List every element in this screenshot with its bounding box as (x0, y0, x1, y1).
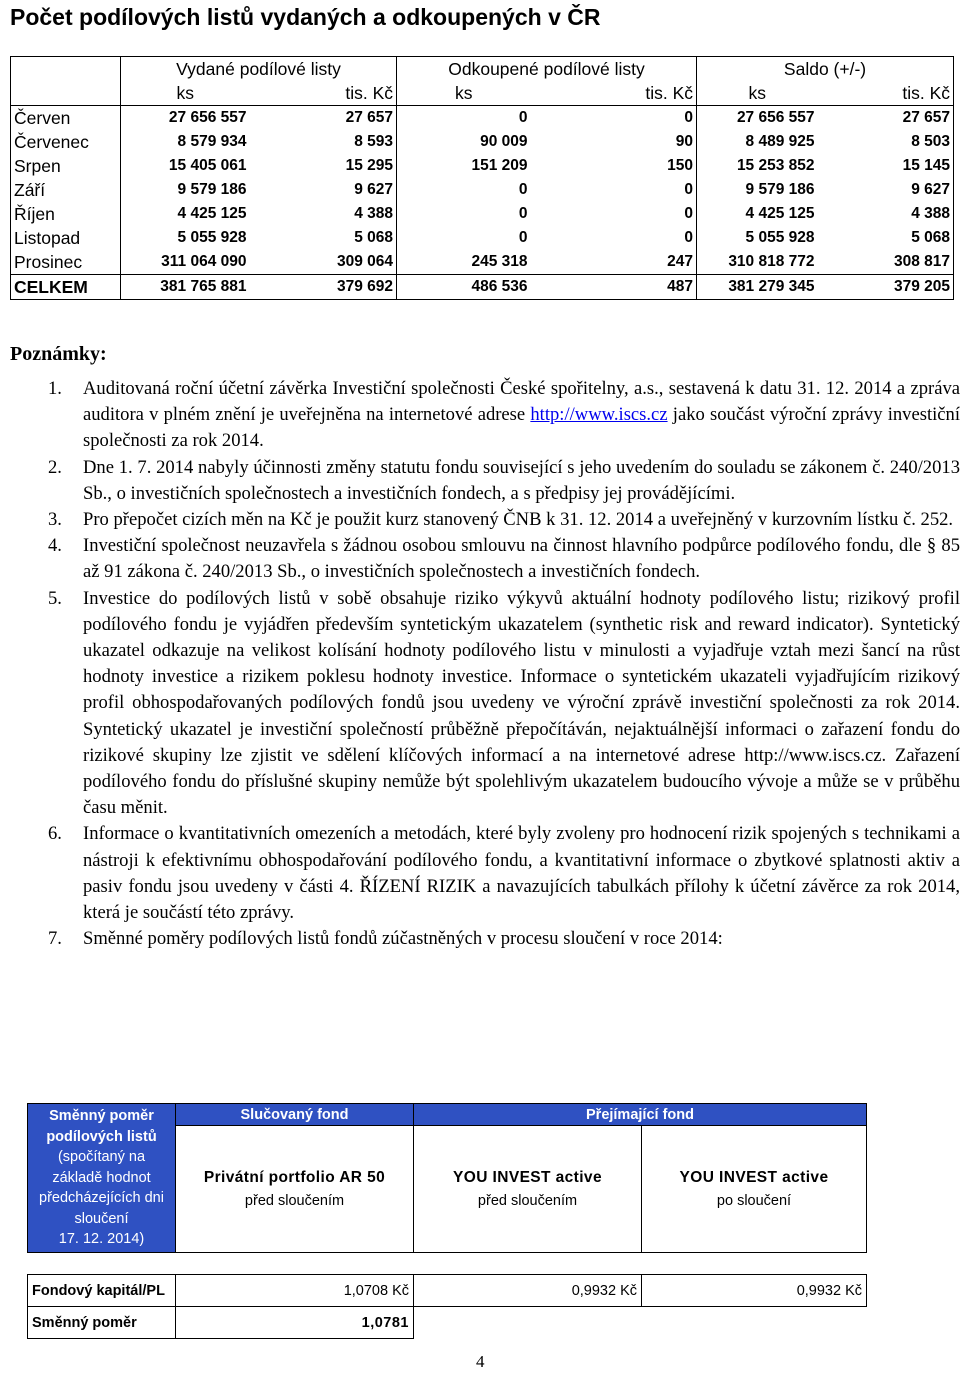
capital-value: 0,9932 Kč (642, 1275, 867, 1307)
fund-cell (642, 1126, 867, 1253)
note-text: Investice do podílových listů v sobě obsahuje riziko výkyvů aktuální hodnoty podílového listu; rizikový profil podílového fondu je vyjádřen především syntetickým ukazatelem (synthetic risk and reward indicator). Syntetický ukazatel odkazuje na velikost kolísání hodnoty podílového listu v minulosti a vyjadřuje vztah mezi šancí na růst hodnoty investice a rizikem poklesu hodnoty investice. Informace o syntetickém ukazateli vyjadřujícím rizikový profil obhospodařovaných podílových fondů jsou uvedeny ve výroční zprávě investiční společnosti za rok 2014. Syntetický ukazatel je investiční společností průběžně přepočítáván, nejaktuálnější informaci o zařazení fondu do rizikové skupiny lze zjistit ve sdělení klíčových informací a na internetové adrese http://www.iscs.cz. Zařazení podílového fondu do příslušné skupiny nemůže být spolehlivým ukazatelem budoucího vývoje a může se v průběhu času měnit. (83, 587, 960, 819)
note-text: jako součást výroční zprávy investiční společnosti za rok 2014. (83, 404, 960, 452)
table-cell: 90 009 (480, 133, 528, 150)
exchange-ratio-corner (28, 1104, 176, 1253)
table-cell: 151 209 (471, 157, 528, 174)
month-label: Prosinec (11, 250, 121, 275)
month-label: Srpen (11, 154, 121, 178)
table-cell: 8 489 925 (745, 133, 815, 150)
table-cell: 381 765 881 (121, 275, 250, 300)
fund-name: Privátní portfolio AR 50 (203, 1168, 386, 1186)
table-cell: 487 (531, 275, 697, 300)
note-item (48, 926, 960, 952)
sub-header-row (11, 81, 954, 106)
merger-ratio-table (27, 1103, 867, 1339)
table-cell: 150 (531, 154, 697, 178)
table-cell: 8 579 934 (121, 130, 250, 154)
note-number: 6. (48, 823, 62, 845)
table-cell: 27 656 557 (736, 109, 815, 126)
table-cell: 0 (518, 205, 528, 222)
table-cell: 9 579 186 (745, 181, 815, 198)
table-cell: 4 425 125 (121, 202, 250, 226)
table-cell: 90 (531, 130, 697, 154)
table-cell: 15 405 061 (121, 154, 250, 178)
table-cell: 379 692 (250, 275, 397, 300)
sub-header-ks: ks (121, 81, 250, 106)
table-cell: 309 064 (250, 250, 397, 275)
note-text: Pro přepočet cizích měn na Kč je použit kurz stanovený ČNB k 31. 12. 2014 a uveřejněný v kurzovním lístku č. 252. (83, 509, 954, 531)
spacer-row (28, 1253, 867, 1275)
share-units-table (10, 56, 954, 300)
table-row (11, 154, 954, 178)
redeemed-units-header: Odkoupené podílové listy (397, 57, 697, 82)
sub-header-ks: ks (397, 81, 531, 106)
note-number: 5. (48, 587, 62, 609)
table-cell: 27 657 (818, 106, 954, 131)
ratio-label: Směnný poměr (28, 1307, 176, 1339)
fund-name: YOU INVEST active (453, 1168, 602, 1186)
table-cell: 27 656 557 (121, 106, 250, 131)
table-cell: 0 (531, 106, 697, 131)
table-cell: 0 (518, 181, 528, 198)
note-text: Auditovaná roční účetní závěrka Investiční společnosti České spořitelny, a.s., sestavená k datu 31. 12. 2014 a zpráva auditora v plném znění je uveřejněna na internetové adrese (83, 378, 960, 426)
note-item (48, 455, 960, 507)
table-cell: 0 (531, 226, 697, 250)
total-label: CELKEM (11, 275, 121, 300)
table-cell: 0 (531, 178, 697, 202)
capital-value: 1,0708 Kč (176, 1275, 414, 1307)
corner-line: 17. 12. 2014) (58, 1231, 145, 1248)
table-cell: 9 627 (250, 178, 397, 202)
note-number: 3. (48, 509, 62, 531)
sub-header-tis-kc: tis. Kč (818, 81, 954, 106)
corner-line: Směnný poměr (49, 1108, 154, 1125)
note-text: Investiční společnost neuzavřela s žádnou osobou smlouvu na činnost hlavního podpůrce podílového fondu, dle § 85 až 91 zákona č. 240/2013 Sb., o investičních společnostech a investičních fondech. (83, 535, 960, 583)
table-cell: 5 068 (818, 226, 954, 250)
notes-list (48, 376, 960, 952)
page-number: 4 (476, 1352, 485, 1371)
balance-header: Saldo (+/-) (697, 57, 954, 82)
note-number: 4. (48, 535, 62, 557)
merger-header-row (28, 1104, 867, 1126)
month-label: Červenec (11, 130, 121, 154)
notes-heading: Poznámky: (10, 343, 107, 365)
note-item (48, 821, 960, 926)
table-cell: 15 295 (250, 154, 397, 178)
fund-note: před sloučením (244, 1192, 345, 1209)
table-row (11, 226, 954, 250)
page-title: Počet podílových listů vydaných a odkoupených v ČR (10, 4, 601, 30)
ratio-value: 1,0781 (176, 1307, 414, 1339)
corner-line: předcházejících dni (39, 1190, 164, 1207)
table-cell: 4 425 125 (745, 205, 815, 222)
table-cell: 4 388 (250, 202, 397, 226)
table-cell: 27 657 (250, 106, 397, 131)
table-row (11, 250, 954, 275)
capital-label: Fondový kapitál/PL (28, 1275, 176, 1307)
fund-cell (176, 1126, 414, 1253)
table-cell: 5 055 928 (745, 229, 815, 246)
corner-line: podílových listů (46, 1128, 157, 1145)
table-row (11, 202, 954, 226)
corner-line: základě hodnot (52, 1169, 151, 1186)
table-cell: 0 (518, 109, 528, 126)
month-label: Říjen (11, 202, 121, 226)
note-item (48, 586, 960, 822)
corner-line: sloučení (74, 1210, 129, 1227)
table-cell: 310 818 772 (728, 253, 815, 270)
issued-units-header: Vydané podílové listy (121, 57, 397, 82)
note-text: Informace o kvantitativních omezeních a metodách, které byly zvoleny pro hodnocení rizik spojených s technikami a nástroji k efektivnímu obhospodařování podílového fondu, a kvantitativní informace o zbytkové splatnosti aktiv a pasiv fondu jsou uvedeny v části 4. ŘÍZENÍ RIZIK a navazujících tabulkách přílohy k účetní závěrce za rok 2014, která je součástí této zprávy. (83, 823, 960, 924)
table-row (11, 130, 954, 154)
table-cell: 247 (531, 250, 697, 275)
table-cell: 15 253 852 (736, 157, 815, 174)
note-item (48, 533, 960, 585)
capital-row (28, 1275, 867, 1307)
table-cell: 5 055 928 (121, 226, 250, 250)
iscs-link[interactable]: http://www.iscs.cz (530, 404, 668, 426)
table-cell: 5 068 (250, 226, 397, 250)
table-cell: 379 205 (818, 275, 954, 300)
sub-header-tis-kc: tis. Kč (250, 81, 397, 106)
note-number: 2. (48, 456, 62, 478)
fund-note: po sloučení (716, 1192, 792, 1209)
sub-header-tis-kc: tis. Kč (531, 81, 697, 106)
table-cell: 9 627 (818, 178, 954, 202)
table-cell: 8 503 (818, 130, 954, 154)
table-cell: 245 318 (471, 253, 528, 270)
table-cell: 0 (518, 229, 528, 246)
table-cell: 4 388 (818, 202, 954, 226)
month-label: Září (11, 178, 121, 202)
ratio-row (28, 1307, 867, 1339)
note-item (48, 507, 960, 533)
receiving-fund-header: Přejímající fond (414, 1104, 867, 1126)
group-header-row (11, 57, 954, 82)
table-cell: 15 145 (818, 154, 954, 178)
total-row (11, 275, 954, 300)
fund-name: YOU INVEST active (679, 1168, 829, 1186)
capital-value: 0,9932 Kč (414, 1275, 642, 1307)
table-cell: 381 279 345 (697, 275, 818, 300)
table-cell: 9 579 186 (121, 178, 250, 202)
fund-note: před sloučením (477, 1192, 578, 1209)
table-cell: 311 064 090 (121, 250, 250, 275)
note-number: 7. (48, 928, 62, 950)
table-cell: 0 (531, 202, 697, 226)
note-number: 1. (48, 378, 62, 399)
sub-header-ks: ks (697, 81, 818, 106)
note-item (48, 376, 960, 455)
fund-cell (414, 1126, 642, 1253)
table-cell: 486 536 (397, 275, 531, 300)
table-cell: 308 817 (818, 250, 954, 275)
month-label: Červen (11, 106, 121, 131)
corner-line: (spočítaný na (57, 1149, 146, 1166)
merged-fund-header: Slučovaný fond (176, 1104, 414, 1126)
month-label: Listopad (11, 226, 121, 250)
table-cell: 8 593 (250, 130, 397, 154)
note-text: Směnné poměry podílových listů fondů zúčastněných v procesu sloučení v roce 2014: (83, 928, 723, 950)
table-row (11, 106, 954, 131)
note-text: Dne 1. 7. 2014 nabyly účinnosti změny statutu fondu související s jeho uvedením do souladu se zákonem č. 240/2013 Sb., o investičních společnostech a investičních fondech, a s předpisy jej provádějícími. (83, 456, 960, 504)
table-row (11, 178, 954, 202)
